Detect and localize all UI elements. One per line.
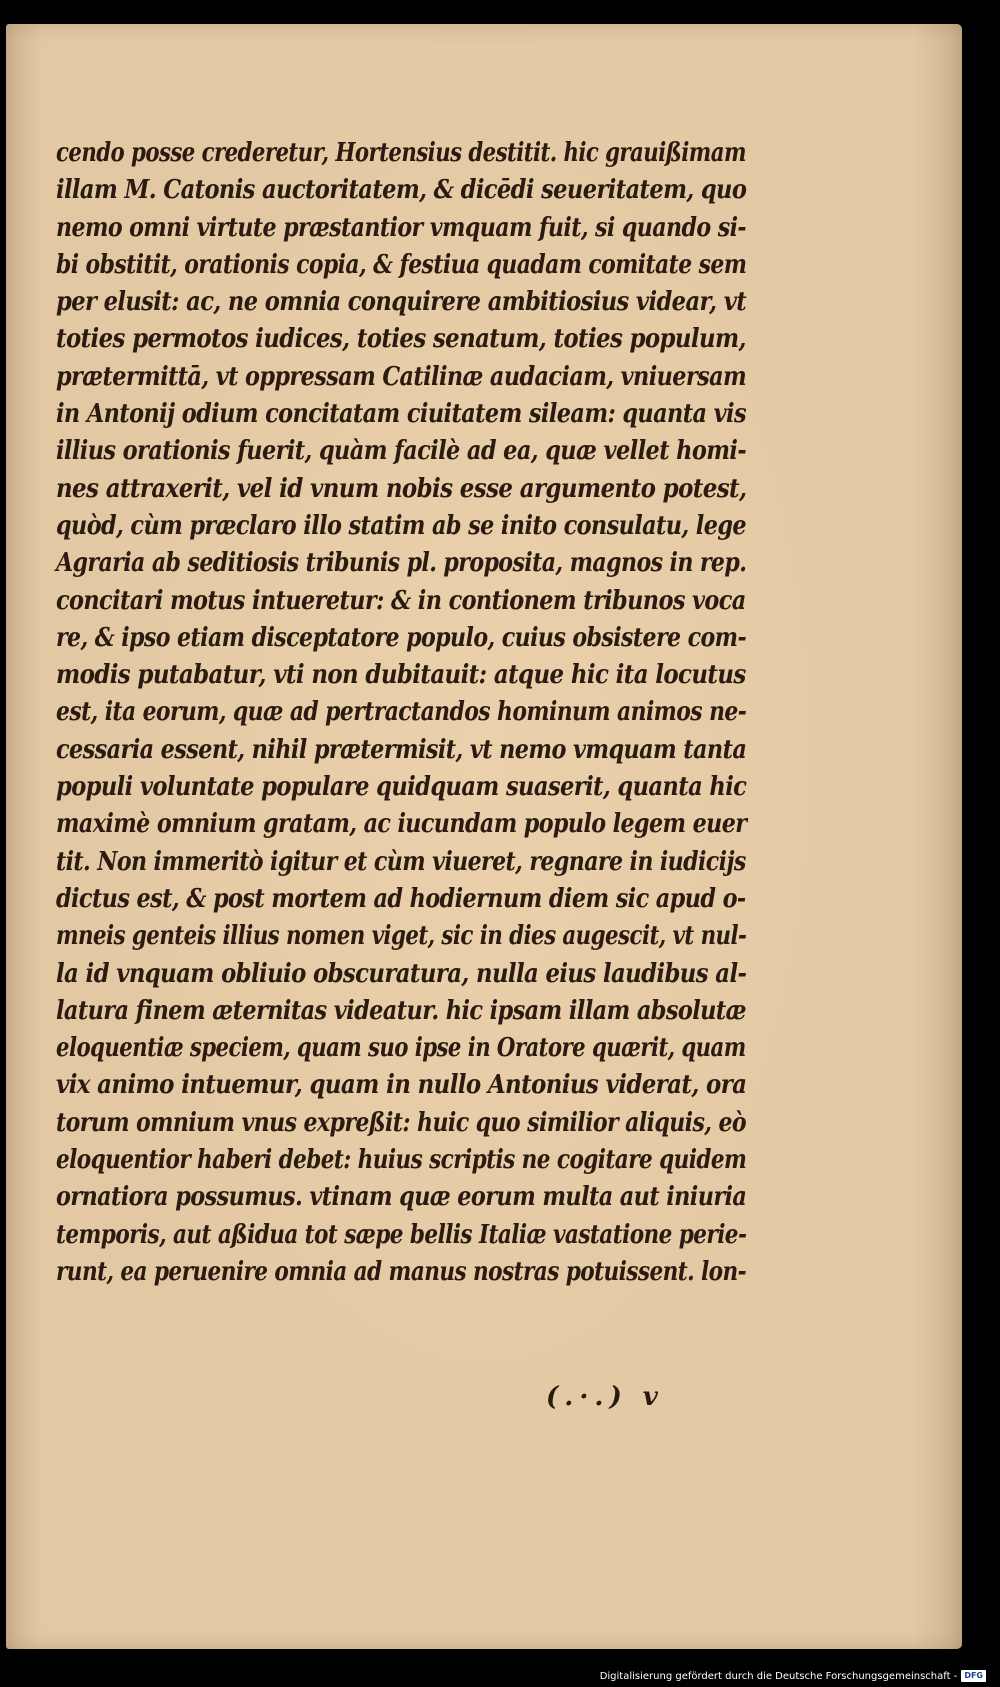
- text-block: [56, 135, 746, 1291]
- text-line: vix animo intuemur, quam in nullo Antonius viderat, ora: [56, 1070, 747, 1101]
- text-line: cendo posse crederetur, Hortensius destitit. hic grauißimam: [56, 138, 746, 168]
- text-line: nemo omni virtute præstantior vmquam fuit, si quando si-: [56, 212, 746, 243]
- signature-mark: (.·.) v: [546, 1382, 664, 1412]
- text-line: per elusit: ac, ne omnia conquirere ambitiosius videar, vt: [56, 287, 747, 318]
- text-line: tit. Non immeritò igitur et cùm viueret, regnare in iudicijs: [56, 846, 746, 877]
- text-line: re, & ipso etiam disceptatore populo, cuius obsistere com-: [56, 622, 747, 653]
- text-line: modis putabatur, vti non dubitauit: atque hic ita locutus: [56, 660, 746, 691]
- text-line: ornatiora possumus. vtinam quæ eorum multa aut iniuria: [56, 1182, 747, 1213]
- text-line: maximè omnium gratam, ac iucundam populo legem euer: [56, 809, 747, 840]
- text-line: concitari motus intueretur: & in contionem tribunos voca: [56, 585, 746, 616]
- text-line: bi obstitit, orationis copia, & festiua quadam comitate sem: [56, 249, 747, 280]
- text-line: eloquentior haberi debet: huius scriptis ne cogitare quidem: [56, 1145, 747, 1176]
- text-line: torum omnium vnus expreßit: huic quo similior aliquis, eò: [56, 1107, 747, 1138]
- text-line: runt, ea peruenire omnia ad manus nostras potuissent. lon-: [56, 1256, 747, 1287]
- text-line: in Antonij odium concitatam ciuitatem sileam: quanta vis: [56, 399, 746, 430]
- text-line: illam M. Catonis auctoritatem, & dicēdi seueritatem, quo: [56, 175, 747, 206]
- text-line: mneis genteis illius nomen viget, sic in dies augescit, vt nul-: [56, 921, 747, 952]
- text-line: illius orationis fuerit, quàm facilè ad ea, quæ vellet homi-: [56, 436, 747, 467]
- book-page: [6, 24, 962, 1649]
- text-line: prætermittā, vt oppressam Catilinæ audaciam, vniuersam: [56, 361, 747, 392]
- text-line: populi voluntate populare quidquam suaserit, quanta hic: [56, 772, 747, 803]
- text-line: Agraria ab seditiosis tribunis pl. proposita, magnos in rep.: [56, 548, 747, 579]
- text-line: est, ita eorum, quæ ad pertractandos hominum animos ne-: [56, 697, 747, 728]
- text-line: quòd, cùm præclaro illo statim ab se inito consulatu, lege: [56, 510, 746, 541]
- text-line: temporis, aut aßidua tot sæpe bellis Italiæ vastatione perie-: [56, 1219, 747, 1250]
- text-line: nes attraxerit, vel id vnum nobis esse argumento potest,: [56, 473, 747, 504]
- footer-credit: Digitalisierung gefördert durch die Deutsche Forschungsgemeinschaft -: [599, 1670, 958, 1682]
- text-line: dictus est, & post mortem ad hodiernum diem sic apud o-: [56, 883, 746, 914]
- footer: [600, 1670, 986, 1682]
- dfg-logo: DFG: [961, 1670, 986, 1682]
- text-line: eloquentiæ speciem, quam suo ipse in Oratore quærit, quam: [56, 1033, 746, 1064]
- text-line: cessaria essent, nihil prætermisit, vt nemo vmquam tanta: [56, 734, 747, 765]
- text-line: latura finem æternitas videatur. hic ipsam illam absolutæ: [56, 995, 746, 1026]
- text-line: toties permotos iudices, toties senatum, toties populum,: [56, 324, 746, 355]
- text-line: la id vnquam obliuio obscuratura, nulla eius laudibus al-: [56, 958, 747, 989]
